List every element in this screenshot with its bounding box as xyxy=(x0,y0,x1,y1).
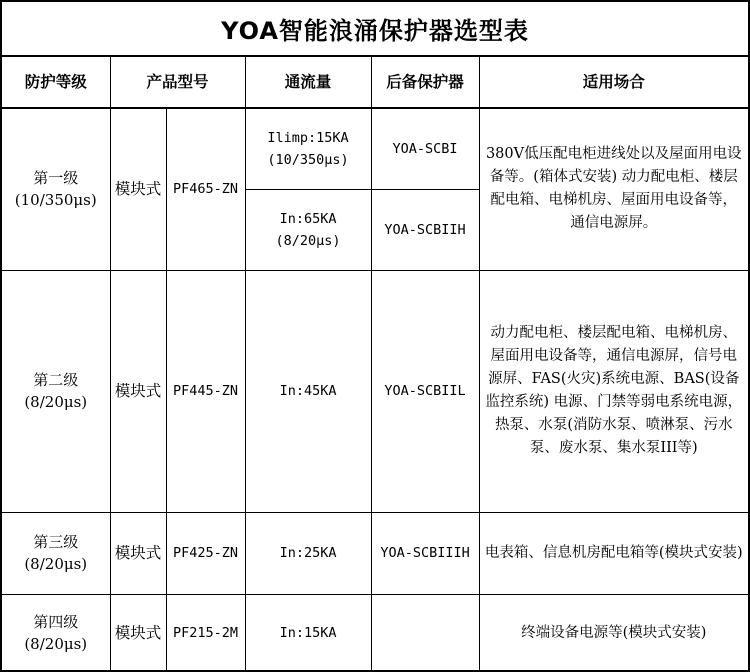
product-model-cell: PF215-2M xyxy=(166,594,245,672)
current-cell: In:45KA xyxy=(245,270,371,512)
table-row-level-2 xyxy=(2,270,748,512)
usage-cell: 380V低压配电柜进线处以及屋面用电设备等。(箱体式安装) 动力配电柜、楼层配电箱、电梯机房、屋面用电设备等，通信电源屏。 xyxy=(479,108,748,270)
level-cell-3 xyxy=(2,512,110,594)
level-cell-1 xyxy=(2,108,110,270)
level-cell-4 xyxy=(2,594,110,672)
module-type-cell: 模块式 xyxy=(110,512,166,594)
table-row-level-3 xyxy=(2,512,748,594)
header-row xyxy=(2,57,748,108)
current-wave: (10/350μs) xyxy=(267,151,349,168)
usage-cell: 动力配电柜、楼层配电箱、电梯机房、屋面用电设备等，通信电源屏，信号电源屏、FAS(火灾)系统电源、BAS(设备监控系统) 电源、门禁等弱电系统电源，热泵、水泵(消防水泵、喷淋泵、污水泵、废水泵、集水泵III等) xyxy=(479,270,748,512)
table-row-level-1 xyxy=(2,108,748,189)
current-value: In:65KA xyxy=(279,210,337,227)
level-name: 第三级 xyxy=(33,533,79,551)
selection-table xyxy=(2,57,748,672)
module-type-cell: 模块式 xyxy=(110,270,166,512)
header-model: 产品型号 xyxy=(110,57,245,108)
usage-cell: 终端设备电源等(模块式安装) xyxy=(479,594,748,672)
backup-cell: YOA-SCBIIIH xyxy=(371,512,479,594)
level-name: 第一级 xyxy=(33,169,79,188)
current-cell xyxy=(245,108,371,189)
backup-cell xyxy=(371,594,479,672)
product-model-cell: PF425-ZN xyxy=(166,512,245,594)
header-level: 防护等级 xyxy=(2,57,110,108)
backup-cell: YOA-SCBI xyxy=(371,108,479,189)
header-usage: 适用场合 xyxy=(479,57,748,108)
level-wave: (8/20μs) xyxy=(24,555,88,573)
level-name: 第四级 xyxy=(33,613,79,632)
current-cell: In:15KA xyxy=(245,594,371,672)
product-model-cell: PF445-ZN xyxy=(166,270,245,512)
header-backup: 后备保护器 xyxy=(371,57,479,108)
current-value: Ilimp:15KA xyxy=(267,129,349,146)
header-current: 通流量 xyxy=(245,57,371,108)
module-type-cell: 模块式 xyxy=(110,108,166,270)
level-wave: (8/20μs) xyxy=(24,393,88,411)
level-name: 第二级 xyxy=(33,371,79,389)
current-cell: In:25KA xyxy=(245,512,371,594)
backup-cell: YOA-SCBIIH xyxy=(371,189,479,270)
backup-cell: YOA-SCBIIL xyxy=(371,270,479,512)
current-wave: (8/20μs) xyxy=(275,232,341,249)
table-row-level-4 xyxy=(2,594,748,672)
product-model-cell: PF465-ZN xyxy=(166,108,245,270)
module-type-cell: 模块式 xyxy=(110,594,166,672)
level-wave: (8/20μs) xyxy=(24,635,88,654)
usage-cell: 电表箱、信息机房配电箱等(模块式安装) xyxy=(479,512,748,594)
current-cell xyxy=(245,189,371,270)
level-cell-2 xyxy=(2,270,110,512)
page-title: YOA智能浪涌保护器选型表 xyxy=(2,2,748,57)
level-wave: (10/350μs) xyxy=(14,191,97,210)
